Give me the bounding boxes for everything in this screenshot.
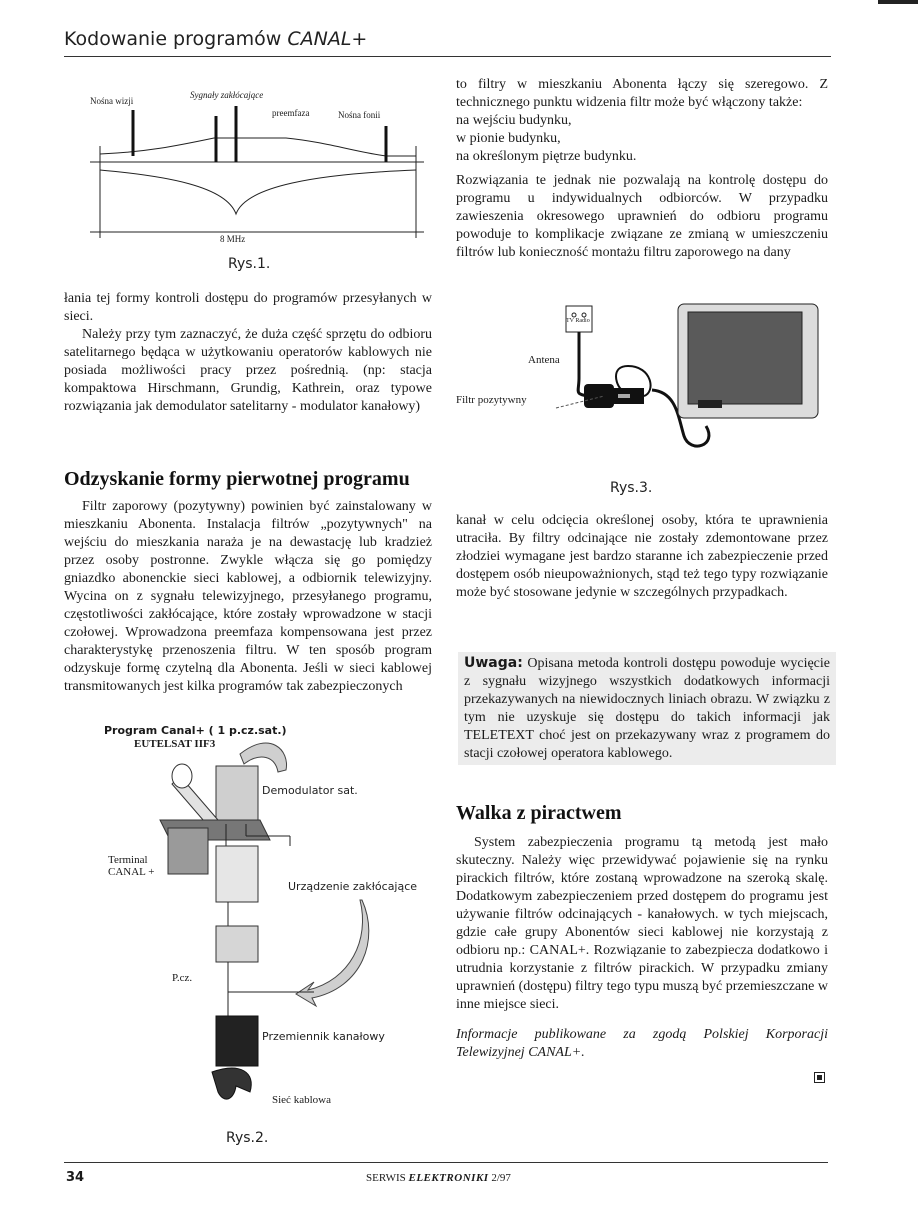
- dish-head: [172, 764, 192, 788]
- label-terminal-1: Terminal: [108, 854, 148, 866]
- fig2-title-2: EUTELSAT IIF3: [134, 738, 216, 750]
- terminal-canal: [168, 828, 208, 874]
- heading-odzyskanie: Odzyskanie formy pierwotnej programu: [64, 468, 410, 490]
- label-nosna-fonii: Nośna fonii: [338, 110, 381, 120]
- headend-diagram: [100, 720, 440, 1120]
- figure-3-caption: Rys.3.: [610, 480, 653, 496]
- mag-name-2: ELEKTRONIKI: [408, 1172, 489, 1184]
- note-text: Opisana metoda kontroli dostępu powoduje wycięcie z sygnału wizyjnego wszystkich dodatkowych informacji przekazywanych na niewidocznych liniach obrazu. W związku z tym nie uzyskuje się dostępu do takich informacji jak TELETEXT choć jest on przekazywany wraz z programem do stacji czołowej operatora kablowego.: [464, 656, 830, 761]
- label-przemiennik: Przemiennik kanałowy: [262, 1030, 385, 1043]
- label-nosna-wizji: Nośna wizji: [90, 96, 134, 106]
- right-column-mid: [456, 512, 828, 602]
- modulator-box: [216, 926, 258, 962]
- right-para-4: System zabezpieczenia programu tą metodą jest mało skuteczny. Należy więc przewidywać pojawienie się na rynku pirackich filtrów, które zostaną wprowadzone na szeroką skalę. Dodatkowym zabezpieczeniem przed dostępem do programu jest używanie filtrów odcinających - kanałowych. w tych miejscach, gdzie całe grupy Abonentów sieci kablowej nie korzystają z odbioru np.: CANAL+. Rozwiązanie to zabezpiecza dodatkowo i utrudnia korzystanie z filtrów pirackich. W przypadku zmiany uprawnień (dostępu) filtry tego typu muszą być przemieszczane w inne miejsce sieci.: [456, 835, 828, 1012]
- tv-button: [698, 400, 722, 408]
- note-box: [458, 652, 836, 765]
- scrambler-box: [216, 846, 258, 902]
- filter-curve: [100, 170, 416, 214]
- corner-mark: [878, 0, 918, 4]
- fig2-title-1: Program Canal+ ( 1 p.cz.sat.): [104, 724, 287, 737]
- right-para-1: to filtry w mieszkaniu Abonenta łączy się szeregowo. Z technicznego punktu widzenia filtr może być włączony także:: [456, 77, 828, 110]
- tv-screen: [688, 312, 802, 404]
- right-para-2: Rozwiązania te jednak nie pozwalają na kontrolę dostępu do programu u indywidualnych odbiorców. W przypadku zawieszenia okresowego uprawnień do odbioru programu powoduje to komplikacje związane ze zmianą w umieszczeniu filtrów lub konieczność montażu filtru zaporowego na dany: [456, 173, 828, 260]
- spectrum-curve: [100, 138, 416, 156]
- end-of-article-icon: [814, 1072, 825, 1083]
- figure-3: [456, 296, 828, 466]
- interference-arrow: [296, 900, 369, 1006]
- label-siec: Sieć kablowa: [272, 1094, 331, 1106]
- figure-2-caption: Rys.2.: [226, 1130, 269, 1146]
- cable-network-icon: [212, 1068, 251, 1099]
- left-para-3: Filtr zaporowy (pozytywny) powinien być zainstalowany w mieszkaniu Abonenta. Instalacja filtrów „pozytywnych" na wejściu do mieszkania naraża je na dewastację lub kradzież przez osoby postronne. Zwykle włącza się go pomiędzy gniazdko abonenckie sieci kablowej, a odbiornik telewizyjny. Wycina on z sygnału telewizyjnego, przesyłanego programu, częstotliwości zakłócające, które zostały wprowadzone w stacji czołowej. Wprowadzona preemfaza kompensowana jest przez charakterystykę przenoszenia filtru. W ten sposób program odzyskuje formę czytelną dla Abonenta. Jeśli w sieci kablowej transmitowanych jest kilka programów tak zabezpieczonych: [64, 499, 432, 694]
- mag-name-1: SERWIS: [366, 1172, 409, 1184]
- label-filtr: Filtr pozytywny: [456, 394, 527, 406]
- left-column-mid: [64, 498, 432, 696]
- running-header: [64, 28, 367, 50]
- right-list-item-3: na określonym piętrze budynku.: [456, 149, 637, 164]
- tv-filter-diagram: [456, 296, 828, 466]
- label-sygnaly: Sygnały zakłócające: [190, 90, 264, 100]
- converter-box: [216, 1016, 258, 1066]
- header-title-italic: CANAL+: [287, 28, 368, 50]
- magazine-name: [366, 1172, 511, 1184]
- credit-line: Informacje publikowane za zgodą Polskiej Korporacji Telewizyjnej CANAL+.: [456, 1027, 828, 1060]
- mag-issue: 2/97: [488, 1172, 511, 1184]
- header-rule: [64, 56, 831, 57]
- label-antena: Antena: [528, 354, 560, 366]
- header-title-plain: Kodowanie programów: [64, 28, 288, 50]
- left-para-2: Należy przy tym zaznaczyć, że duża część sprzętu do odbioru satelitarnego będąca w użytkowaniu operatorów kablowych nie posiada możliwości pracy przez pośrednią. (np: stacja kompaktowa Hirschmann, Grundig, Kathrein, oraz typowe rozwiązania jak demodulator satelitarny - modulator kanałowy): [64, 327, 432, 414]
- label-preemfaza: preemfaza: [272, 108, 310, 118]
- label-urzadzenie: Urządzenie zakłócające: [288, 880, 418, 893]
- right-column-top: [456, 76, 828, 262]
- figure-1: [86, 86, 428, 246]
- figure-1-caption: Rys.1.: [228, 256, 271, 272]
- page-number: 34: [66, 1170, 85, 1185]
- label-pcz: P.cz.: [172, 972, 193, 984]
- label-tv-socket: TV Radio: [566, 318, 590, 324]
- footer-rule: [64, 1162, 828, 1163]
- heading-walka: Walka z piractwem: [456, 802, 622, 824]
- label-terminal-2: CANAL +: [108, 866, 155, 878]
- right-column-bottom: [456, 834, 828, 1062]
- left-para-1: łania tej formy kontroli dostępu do programów przesyłanych w sieci.: [64, 291, 432, 324]
- label-demodulator: Demodulator sat.: [262, 784, 358, 797]
- left-column-top: [64, 290, 432, 416]
- note-bold: Uwaga:: [464, 655, 523, 671]
- figure-2: [100, 720, 440, 1120]
- right-list-item-1: na wejściu budynku,: [456, 113, 572, 128]
- right-list-item-2: w pionie budynku,: [456, 131, 561, 146]
- filter-label: [618, 394, 630, 398]
- demodulator-box: [216, 766, 258, 824]
- label-bandwidth: 8 MHz: [220, 234, 246, 244]
- right-para-3: kanał w celu odcięcia określonej osoby, która te uprawnienia utraciła. By filtry odcinające nie zostały zdemontowane przez złodziei wymagane jest bardzo staranne ich zabezpieczenie przed dostępem osób nieupoważnionych, stąd też tego typy rozwiązanie może być stosowane jedynie w szczególnych przypadkach.: [456, 513, 828, 600]
